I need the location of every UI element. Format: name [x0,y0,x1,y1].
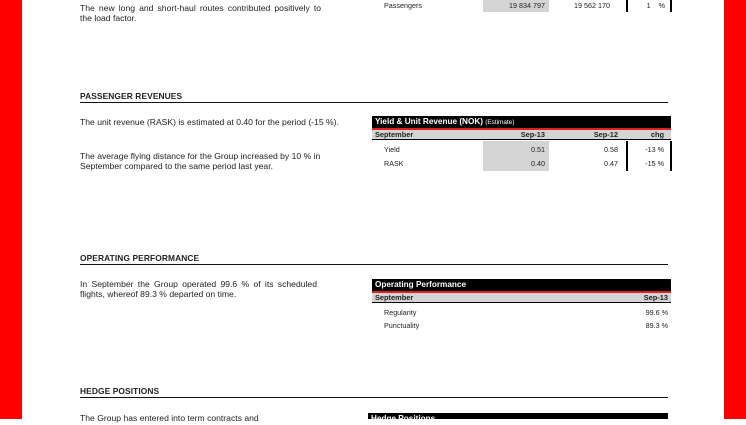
yield-row-label: Yield [384,145,400,154]
punctuality-value: 89.3 % [645,321,668,330]
operating-performance-heading: OPERATING PERFORMANCE [80,253,668,265]
regularity-value: 99.6 % [645,308,668,317]
operating-header-value: Sep-13 [643,293,668,302]
change-divider [626,0,628,12]
passengers-label: Passengers [384,1,422,10]
yield-change-divider [626,141,628,171]
yield-table-title-note: (Estimate) [485,119,515,126]
change-divider-right [670,0,672,12]
hedge-positions-heading: HEDGE POSITIONS [80,386,668,398]
left-red-border [0,0,22,419]
yield-row-current: 0.51 [531,145,545,154]
operating-performance-paragraph: In September the Group operated 99.6 % of its scheduled flights, whereof 89.3 % departed on time. [80,279,317,300]
load-factor-paragraph: The new long and short-haul routes contributed positively to the load factor. [80,3,321,24]
hedge-table-title-text: Hedge Positions [371,414,436,423]
yield-header-previous: Sep-12 [593,130,618,139]
yield-row-previous: 0.58 [604,145,618,154]
yield-header-current: Sep-13 [520,130,545,139]
rask-row-current: 0.40 [531,159,545,168]
yield-row-change: -13 % [645,145,664,154]
flying-distance-paragraph: The average flying distance for the Group increased by 10 % in September compared to the same period last year. [80,151,321,172]
right-red-border [724,0,746,419]
rask-paragraph: The unit revenue (RASK) is estimated at 0.40 for the period (-15 %). [80,117,339,127]
yield-header-change: chg [650,130,664,139]
operating-table-title: Operating Performance [372,279,671,291]
yield-table-title [372,116,671,128]
yield-table-title-text: Yield & Unit Revenue (NOK) [375,117,483,126]
operating-header-period: September [375,293,414,302]
passengers-current: 19 834 797 [509,1,545,10]
rask-row-change: -15 % [645,159,664,168]
regularity-label: Regularity [384,308,417,317]
hedge-positions-paragraph: The Group has entered into term contracts and [80,413,259,423]
passengers-previous: 19 562 170 [574,1,610,10]
rask-row-label: RASK [384,159,404,168]
yield-header-period: September [375,130,414,139]
punctuality-label: Punctuality [384,321,420,330]
passenger-revenues-heading: PASSENGER REVENUES [80,91,668,103]
passengers-change: 1 % [646,1,668,10]
yield-change-divider-right [670,141,672,171]
hedge-table-title [368,413,668,423]
rask-row-previous: 0.47 [604,159,618,168]
